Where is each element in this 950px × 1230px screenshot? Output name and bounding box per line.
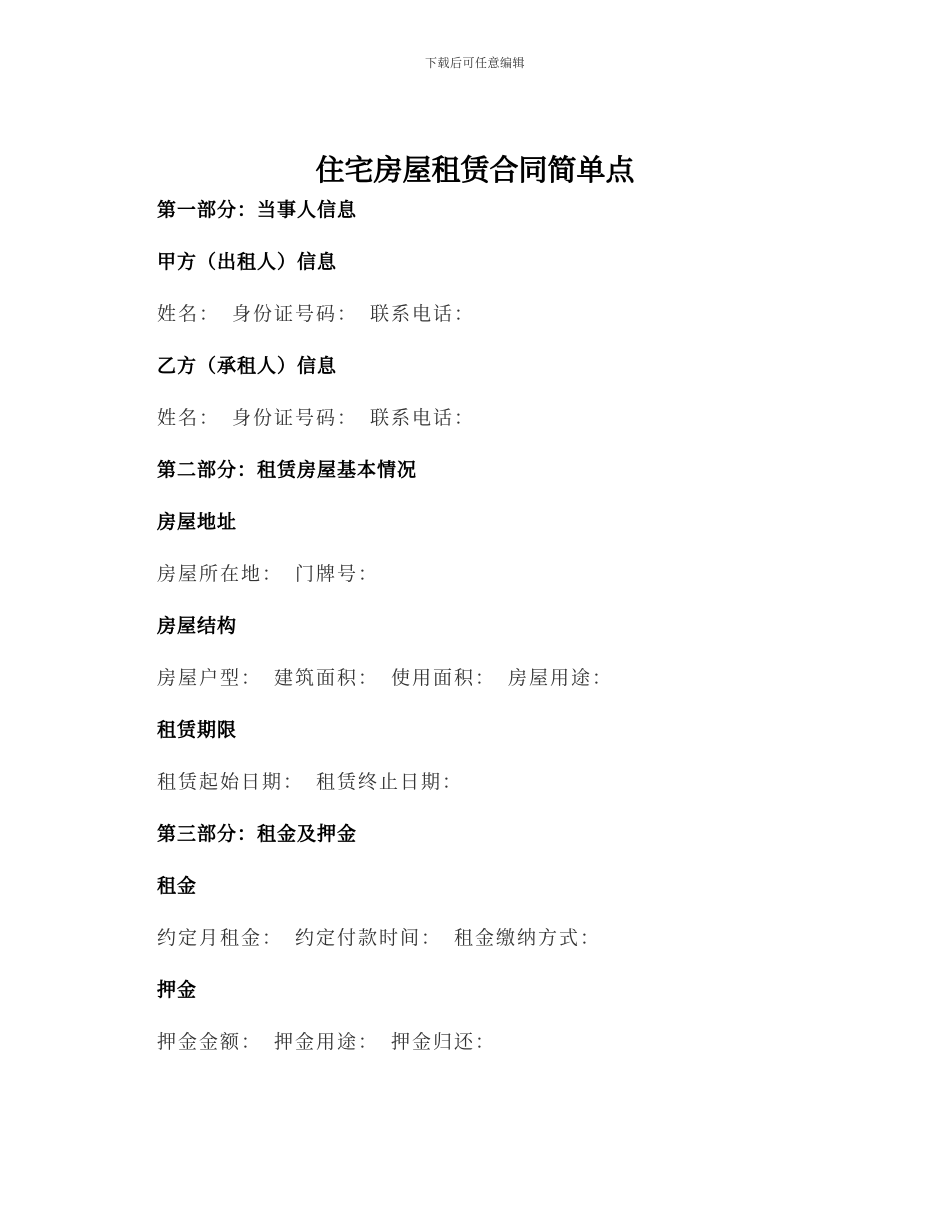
subheading-deposit: 押金 — [157, 979, 198, 1001]
field-label-floor-area: 建筑面积： — [274, 667, 380, 689]
section-heading-part3: 第三部分：租金及押金 — [157, 823, 358, 845]
party-a-fields — [157, 294, 837, 346]
section-heading-part1: 第一部分：当事人信息 — [157, 199, 358, 221]
subheading-address: 房屋地址 — [157, 511, 238, 533]
field-label-id-number: 身份证号码： — [232, 407, 359, 429]
subheading-party-a: 甲方（出租人）信息 — [157, 251, 338, 273]
field-label-door-number: 门牌号： — [295, 563, 380, 585]
field-label-phone: 联系电话： — [370, 303, 476, 325]
field-label-deposit-return: 押金归还： — [391, 1031, 497, 1053]
field-label-monthly-rent: 约定月租金： — [157, 927, 284, 949]
section-heading-part2: 第二部分：租赁房屋基本情况 — [157, 459, 418, 481]
field-label-end-date: 租赁终止日期： — [316, 771, 464, 793]
field-label-payment-time: 约定付款时间： — [295, 927, 443, 949]
field-label-usable-area: 使用面积： — [391, 667, 497, 689]
field-label-usage: 房屋用途： — [508, 667, 614, 689]
subheading-structure: 房屋结构 — [157, 615, 238, 637]
document-title: 住宅房屋租赁合同简单点 — [315, 153, 635, 187]
subheading-term: 租赁期限 — [157, 719, 238, 741]
deposit-fields — [157, 1022, 837, 1074]
party-b-fields — [157, 398, 837, 450]
field-label-name: 姓名： — [157, 303, 221, 325]
field-label-layout: 房屋户型： — [157, 667, 263, 689]
field-label-deposit-usage: 押金用途： — [274, 1031, 380, 1053]
address-fields — [157, 554, 837, 606]
field-label-start-date: 租赁起始日期： — [157, 771, 305, 793]
field-label-payment-method: 租金缴纳方式： — [454, 927, 602, 949]
document-body — [157, 190, 837, 1074]
field-label-phone: 联系电话： — [370, 407, 476, 429]
field-label-id-number: 身份证号码： — [232, 303, 359, 325]
field-label-location: 房屋所在地： — [157, 563, 284, 585]
field-label-deposit-amount: 押金金额： — [157, 1031, 263, 1053]
header-note: 下载后可任意编辑 — [424, 56, 525, 70]
structure-fields — [157, 658, 837, 710]
rent-fields — [157, 918, 837, 970]
field-label-name: 姓名： — [157, 407, 221, 429]
subheading-party-b: 乙方（承租人）信息 — [157, 355, 338, 377]
subheading-rent: 租金 — [157, 875, 198, 897]
term-fields — [157, 762, 837, 814]
